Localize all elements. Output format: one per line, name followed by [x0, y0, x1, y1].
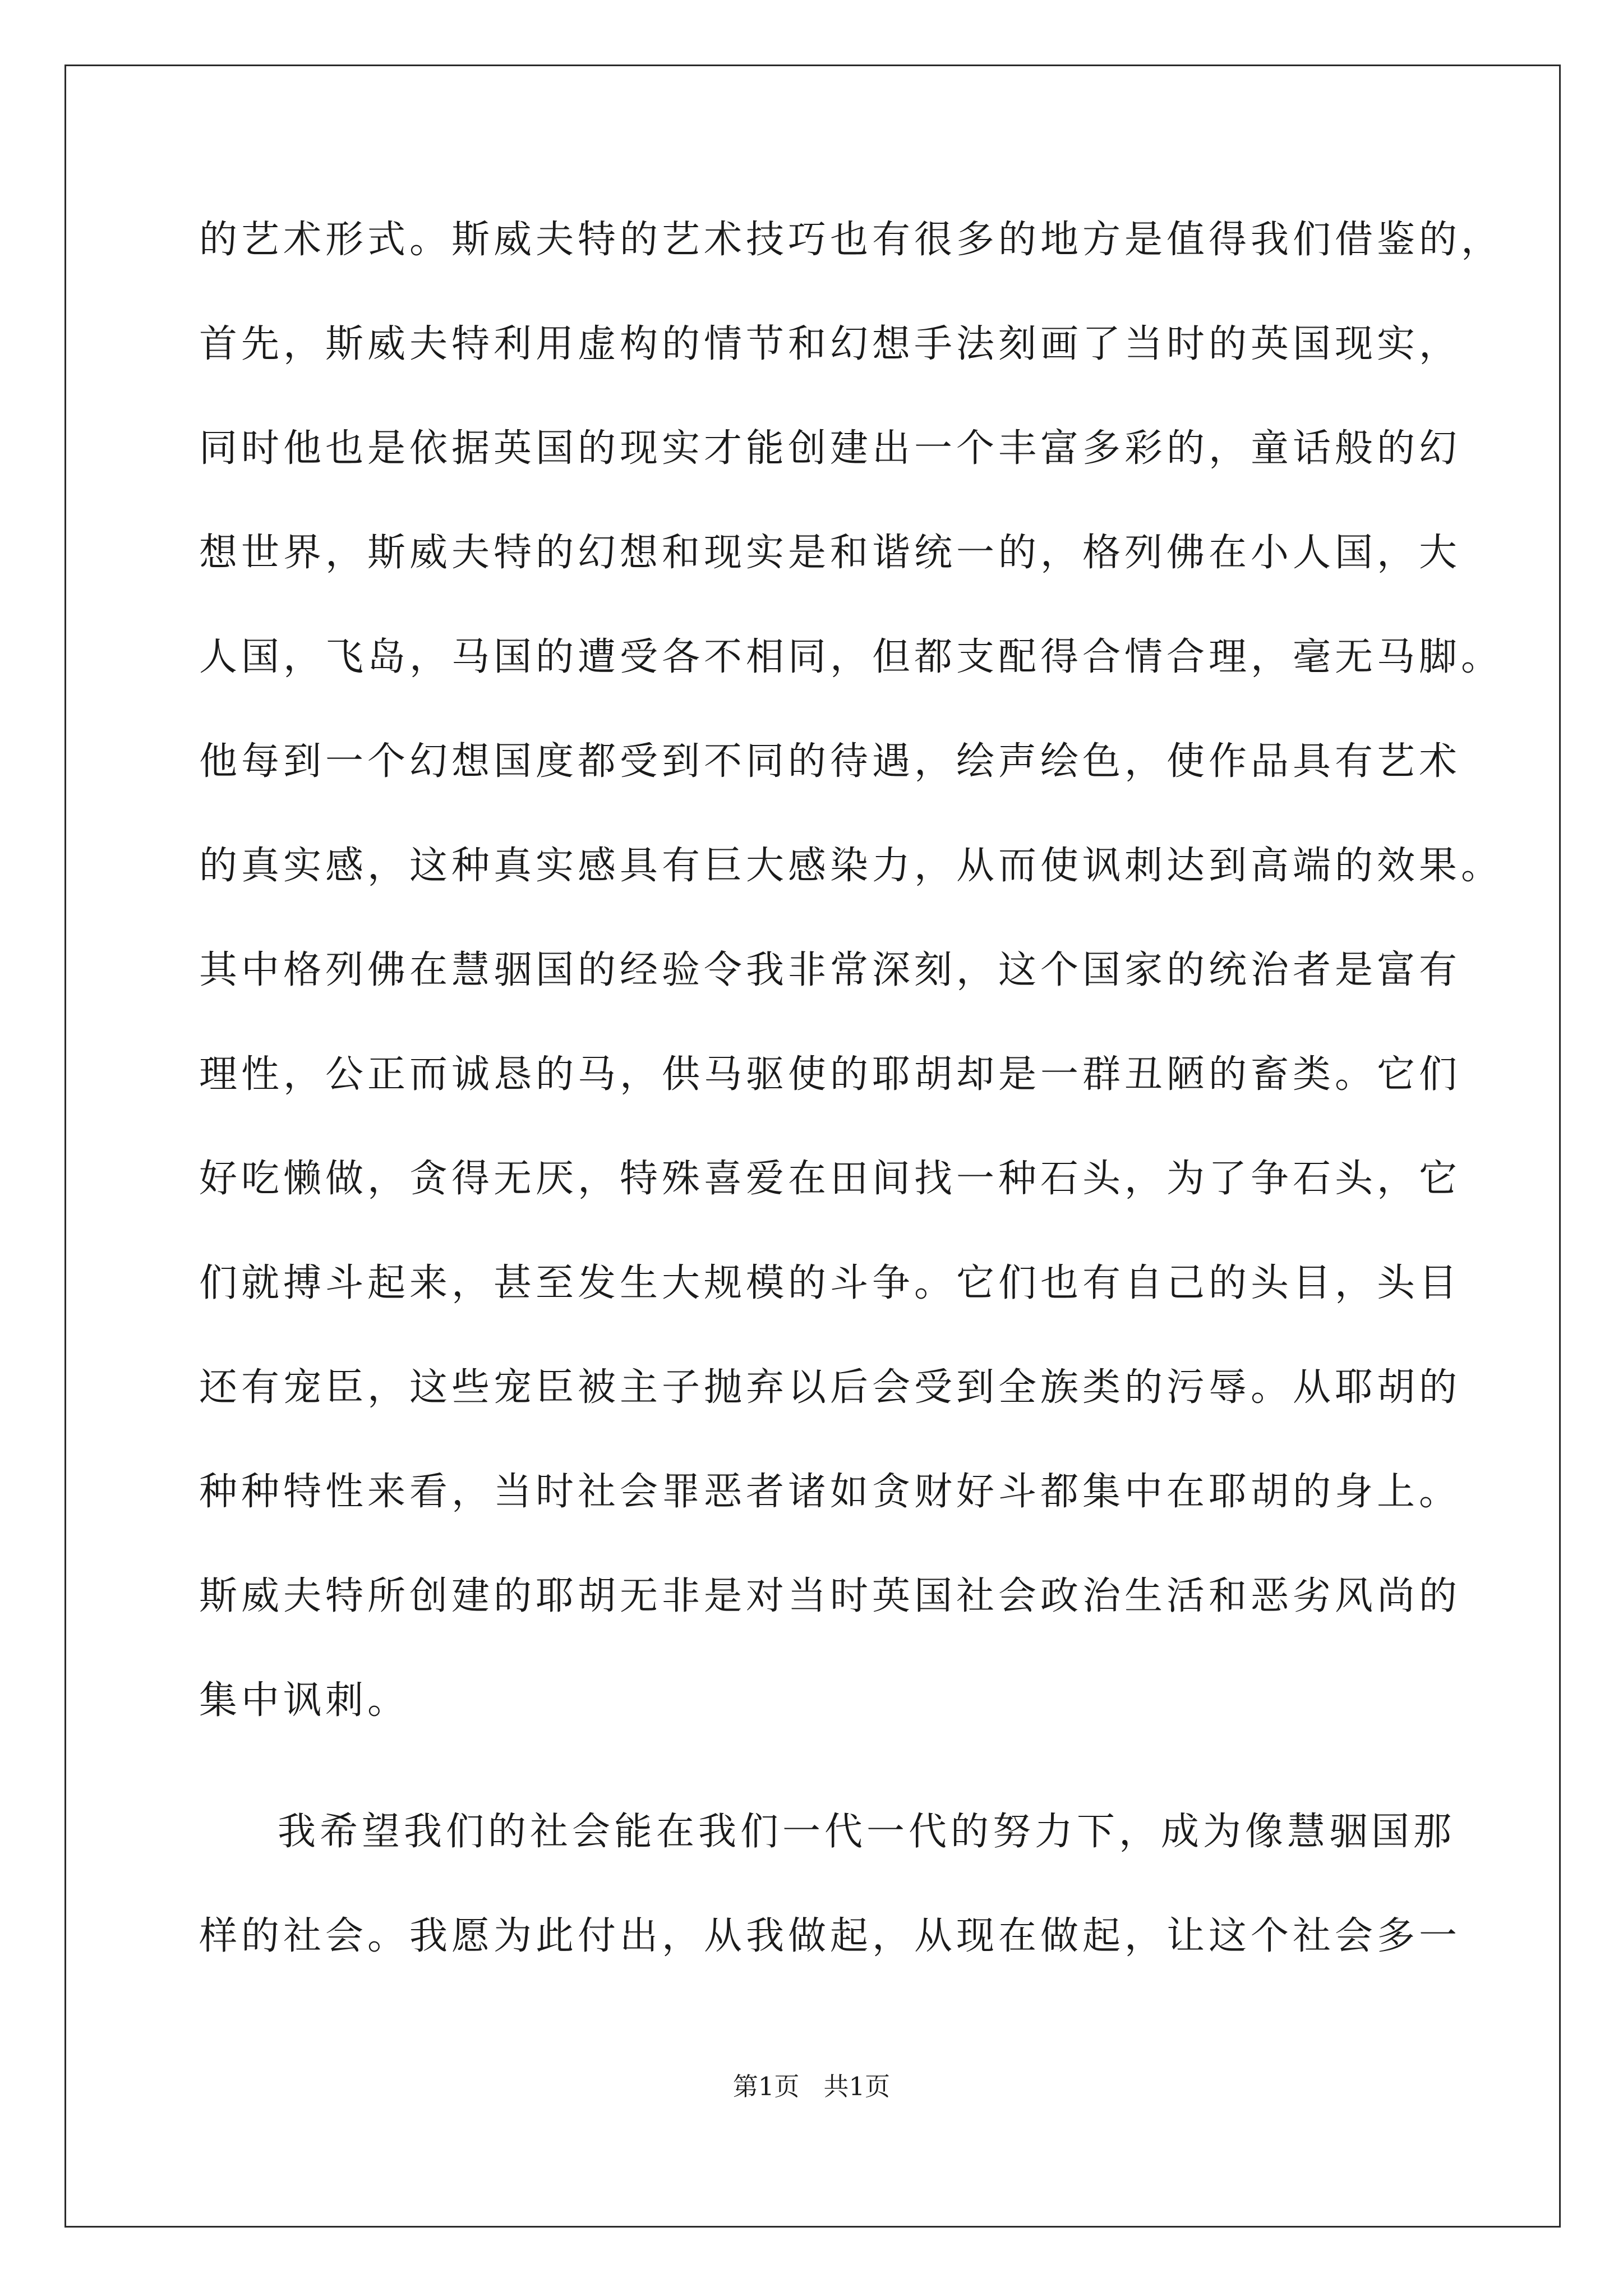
- text-line: 们就搏斗起来，甚至发生大规模的斗争。它们也有自己的头目，头目: [199, 1261, 1461, 1305]
- text-line: 他每到一个幻想国度都受到不同的待遇，绘声绘色，使作品具有艺术: [199, 739, 1461, 784]
- text-line: 好吃懒做，贪得无厌，特殊喜爱在田间找一种石头，为了争石头，它: [199, 1157, 1461, 1201]
- text-line: 斯威夫特所创建的耶胡无非是对当时英国社会政治生活和恶劣风尚的: [199, 1574, 1461, 1618]
- page-number-footer: 第1页 共1页: [732, 2072, 891, 2101]
- text-line: 还有宠臣，这些宠臣被主子抛弃以后会受到全族类的污辱。从耶胡的: [199, 1365, 1461, 1410]
- text-line: 的艺术形式。斯威夫特的艺术技巧也有很多的地方是值得我们借鉴的，: [199, 218, 1504, 262]
- text-line: 其中格列佛在慧骃国的经验令我非常深刻，这个国家的统治者是富有: [199, 948, 1461, 992]
- text-line: 想世界，斯威夫特的幻想和现实是和谐统一的，格列佛在小人国，大: [199, 531, 1461, 575]
- text-line: 样的社会。我愿为此付出，从我做起，从现在做起，让这个社会多一: [199, 1914, 1461, 1958]
- text-line: 种种特性来看，当时社会罪恶者诸如贪财好斗都集中在耶胡的身上。: [199, 1470, 1461, 1514]
- text-line: 同时他也是依据英国的现实才能创建出一个丰富多彩的，童话般的幻: [199, 426, 1461, 471]
- document-body: [199, 218, 1504, 2019]
- text-line: 集中讽刺。: [199, 1678, 410, 1723]
- paragraph-gap: [199, 1784, 1433, 1811]
- text-line: 的真实感，这种真实感具有巨大感染力，从而使讽刺达到高端的效果。: [199, 844, 1504, 888]
- text-line: 首先，斯威夫特利用虚构的情节和幻想手法刻画了当时的英国现实，: [199, 322, 1461, 366]
- text-line: 理性，公正而诚恳的马，供马驱使的耶胡却是一群丑陋的畜类。它们: [199, 1052, 1461, 1097]
- paragraph-first-line: 我希望我们的社会能在我们一代一代的努力下，成为像慧骃国那: [278, 1810, 1456, 1854]
- text-line: 人国，飞岛，马国的遭受各不相同，但都支配得合情合理，毫无马脚。: [199, 635, 1504, 679]
